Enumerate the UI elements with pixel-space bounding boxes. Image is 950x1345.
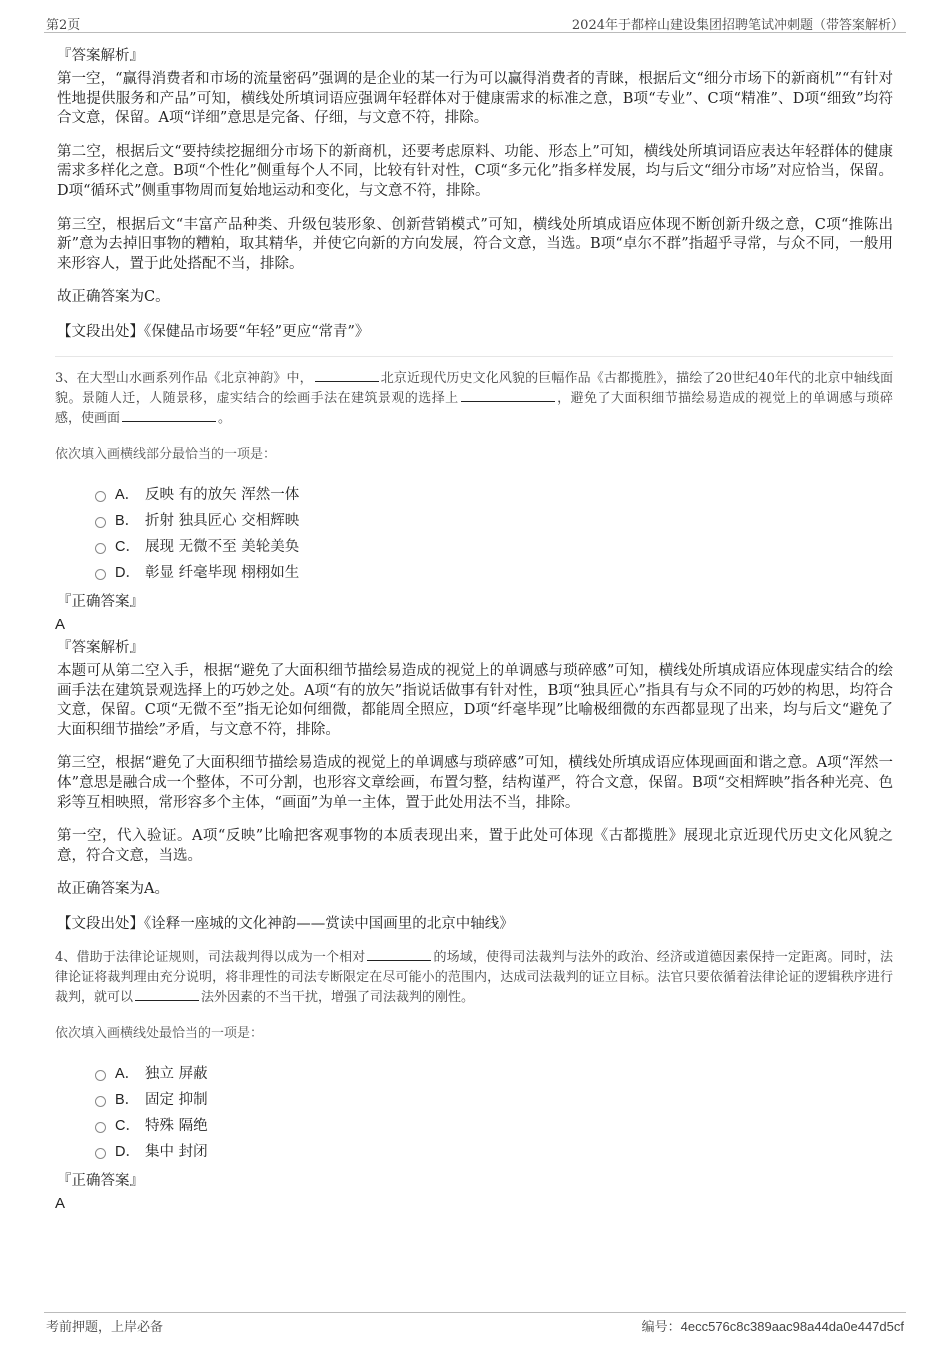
q3-analysis-paragraph: 本题可从第二空入手，根据“避免了大面积细节描绘易造成的视觉上的单调感与琐碎感”可知，横线处所填成语应体现虚实结合的绘画手法在建筑景观选择上的巧妙之处。A项“有的放矢”指说话做事有针对性，B项“独具匠心”指具有与众不同的巧妙的构思，均符合文意，保留。C项“无微不至”指无论如何细微，都能周全照应，D项“纤毫毕现”比喻极细微的东西都显现了出来，均与后文“避免了大面积细节描绘”矛盾，与文意不符，排除。 [57, 662, 893, 738]
q4-option-a[interactable]: A． 独立 屏蔽 [95, 1061, 893, 1087]
radio-button-icon[interactable] [95, 569, 106, 580]
radio-button-icon[interactable] [95, 1148, 106, 1159]
radio-button-icon[interactable] [95, 543, 106, 554]
analysis-label: 『答案解析』 [57, 48, 144, 64]
document-code: 编号：4ecc576c8c389aac98a44da0e447d5cf [641, 1319, 904, 1335]
fill-blank [461, 389, 555, 402]
correct-answer-label: 『正确答案』 [57, 593, 144, 610]
document-body [57, 44, 893, 1217]
q4-instruction: 依次填入画横线处最恰当的一项是： [55, 1025, 264, 1041]
q2-source: 【文段出处】《保健品市场要“年轻”更应“常青”》 [57, 323, 370, 340]
radio-button-icon[interactable] [95, 517, 106, 528]
fill-blank [135, 988, 199, 1001]
page-header [44, 10, 906, 33]
document-title: 2024年于都梓山建设集团招聘笔试冲刺题（带答案解析） [571, 18, 904, 33]
page-footer [44, 1312, 906, 1337]
q3-option-c[interactable]: C． 展现 无微不至 美轮美奂 [95, 534, 893, 560]
q4-option-b[interactable]: B． 固定 抑制 [95, 1087, 893, 1113]
q3-answer: A [55, 615, 66, 633]
correct-answer-label: 『正确答案』 [57, 1172, 144, 1189]
q4-answer: A [55, 1194, 66, 1212]
fill-blank [315, 369, 379, 382]
q3-conclusion: 故正确答案为A。 [57, 881, 169, 898]
q3-option-b[interactable]: B． 折射 独具匠心 交相辉映 [95, 508, 893, 534]
radio-button-icon[interactable] [95, 491, 106, 502]
page-number: 第2页 [46, 18, 81, 33]
q4-option-d[interactable]: D． 集中 封闭 [95, 1139, 893, 1165]
q4-stem: 4、借助于法律论证规则，司法裁判得以成为一个相对 的场域，使得司法裁判与法外的政治、经济或道德因素保持一定距离。同时，法律论证将裁判理由充分说明，将非理性的司法专断限定在尽可能小的范围内，达成司法裁判的证立目标。法官只要依循着法律论证的逻辑秩序进行裁判，就可以 法外因素的不当干扰，增强了司法裁判的刚性。 [55, 949, 893, 1005]
q3-analysis-paragraph: 第三空，根据“避免了大面积细节描绘易造成的视觉上的单调感与琐碎感”可知，横线处所填成语应体现画面和谐之意。A项“浑然一体”意思是融合成一个整体，不可分割，也形容文章绘画，布置匀整，结构谨严，符合文意，保留。B项“交相辉映”指各种光亮、色彩等互相映照，常形容多个主体，“画面”为单一主体，置于此处用法不当，排除。 [57, 755, 893, 811]
fill-blank [122, 409, 216, 422]
q2-analysis-paragraph: 第二空，根据后文“要持续挖掘细分市场下的新商机，还要考虑原料、功能、形态上”可知，横线处所填词语应表达年轻群体的健康需求多样化之意。B项“个性化”侧重每个人不同，比较有针对性，C项“多元化”指多样发展，均与后文“细分市场”对应恰当，保留。D项“循环式”侧重事物周而复始地运动和变化，与文意不符，排除。 [57, 143, 893, 199]
analysis-label: 『答案解析』 [57, 639, 144, 656]
q3-option-d[interactable]: D． 彰显 纤毫毕现 栩栩如生 [95, 560, 893, 586]
q3-source: 【文段出处】《诠释一座城的文化神韵——赏读中国画里的北京中轴线》 [57, 915, 514, 932]
q3-instruction: 依次填入画横线部分最恰当的一项是： [55, 446, 277, 462]
radio-button-icon[interactable] [95, 1096, 106, 1107]
q3-option-a[interactable]: A． 反映 有的放矢 浑然一体 [95, 482, 893, 508]
q4-option-c[interactable]: C． 特殊 隔绝 [95, 1113, 893, 1139]
fill-blank [367, 948, 431, 961]
footer-note: 考前押题，上岸必备 [46, 1320, 164, 1335]
q4-options [95, 1061, 893, 1165]
q3-stem: 3、在大型山水画系列作品《北京神韵》中， 北京近现代历史文化风貌的巨幅作品《古都揽胜》，描绘了20世纪40年代的北京中轴线面貌。景随人迁，人随景移，虚实结合的绘画手法在建筑景观的选择上 ，避免了大面积细节描绘易造成的视觉上的单调感与琐碎感，使画面 。 [55, 370, 893, 426]
q2-conclusion: 故正确答案为C。 [57, 289, 170, 306]
radio-button-icon[interactable] [95, 1070, 106, 1081]
q2-analysis-paragraph: 第一空，“赢得消费者和市场的流量密码”强调的是企业的某一行为可以赢得消费者的青睐，根据后文“细分市场下的新商机”“有针对性地提供服务和产品”可知，横线处所填词语应强调年轻群体对于健康需求的标准之意，B项“专业”、C项“精准”、D项“细致”均符合文意，保留。A项“详细”意思是完备、仔细，与文意不符，排除。 [57, 71, 893, 127]
radio-button-icon[interactable] [95, 1122, 106, 1133]
q3-options [95, 482, 893, 586]
divider [55, 356, 893, 357]
q2-analysis-paragraph: 第三空，根据后文“丰富产品种类、升级包装形象、创新营销模式”可知，横线处所填成语应体现不断创新升级之意，C项“推陈出新”意为去掉旧事物的糟粕，取其精华，并使它向新的方向发展，符合文意，当选。B项“卓尔不群”指超乎寻常，与众不同，一般用来形容人，置于此处搭配不当，排除。 [57, 216, 893, 272]
q3-analysis-paragraph: 第一空，代入验证。A项“反映”比喻把客观事物的本质表现出来，置于此处可体现《古都揽胜》展现北京近现代历史文化风貌之意，符合文意，当选。 [57, 828, 893, 864]
